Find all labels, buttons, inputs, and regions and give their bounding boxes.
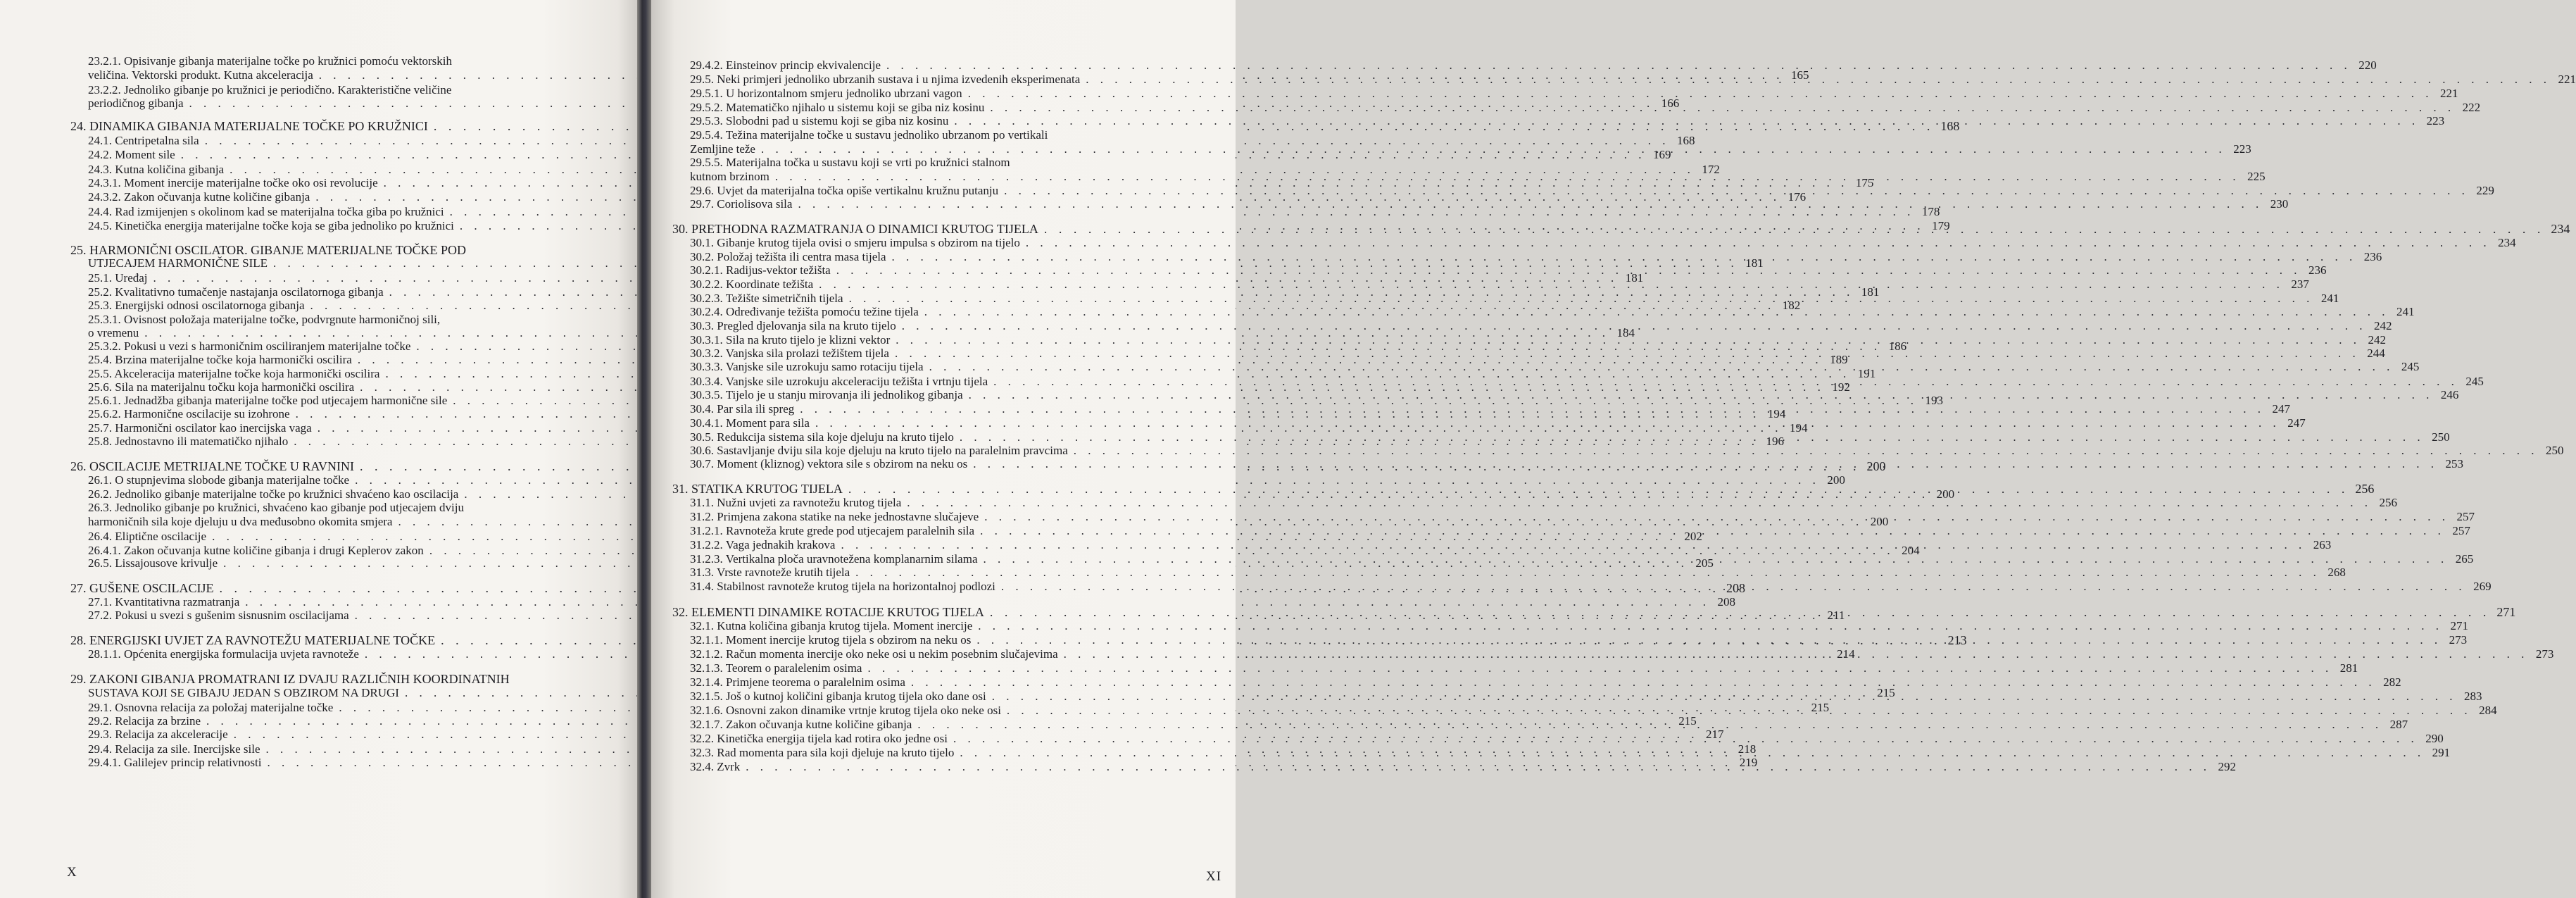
toc-entry-page: 219 — [1739, 756, 1758, 769]
dot-leader — [746, 759, 2211, 775]
toc-entry — [690, 58, 2377, 73]
toc-entry-title: 26. OSCILACIJE METRIJALNE TOČKE U RAVNINI — [70, 459, 355, 473]
toc-entry-title: 25.6. Sila na materijalnu točku koja harmonički oscilira — [88, 380, 355, 394]
toc-entry-title: 30.7. Moment (kliznog) vektora sile s obzirom na neku os — [690, 457, 968, 470]
toc-entry-page: 237 — [2291, 277, 2309, 291]
toc-entry-title: 24.1. Centripetalna sila — [88, 134, 199, 147]
toc-entry-page: 236 — [2363, 250, 2382, 263]
toc-entry-title: 30.1. Gibanje krutog tijela ovisi o smjeru impulsa s obzirom na tijelo — [690, 236, 1020, 249]
toc-entry-title: 30.2.2. Koordinate težišta — [690, 277, 814, 291]
toc-entry-page: 215 — [1877, 686, 1895, 699]
toc-entry-page: 247 — [2287, 416, 2306, 430]
toc-entry-title: 30.3.2. Vanjska sila prolazi težištem tijela — [690, 347, 889, 360]
toc-entry-page: 256 — [2355, 482, 2375, 496]
toc-entry-title: 30.6. Sastavljanje dviju sila koje djeluju na kruto tijelo na paralelnim pravcima — [690, 444, 1068, 457]
toc-entry-title: 23.2.1. Opisivanje gibanja materijalne točke po kružnici pomoću vektorskih — [88, 54, 452, 68]
toc-entry-title: 29.2. Relacija za brzine — [88, 714, 201, 728]
dot-leader — [815, 416, 2280, 431]
dot-leader — [1086, 72, 2551, 87]
toc-entry-page: 176 — [1788, 190, 1807, 204]
toc-entry-page: 281 — [2339, 661, 2358, 675]
dot-leader — [969, 387, 2434, 403]
toc-entry-page: 250 — [2432, 430, 2450, 444]
toc-entry-page: 242 — [2373, 319, 2392, 332]
toc-entry-title: 23.2.2. Jednoliko gibanje po kružnici je periodično. Karakteristične veličine — [88, 83, 452, 96]
toc-entry — [690, 155, 1239, 170]
toc-entry-title: 26.4. Eliptične oscilacije — [88, 530, 207, 543]
toc-entry-title: veličina. Vektorski produkt. Kutna akceleracija — [88, 68, 313, 82]
toc-entry-page: 282 — [2383, 675, 2401, 689]
toc-entry-page: 234 — [2551, 222, 2570, 236]
dot-leader — [1001, 579, 2466, 594]
toc-entry-page: 213 — [1947, 633, 1967, 647]
dot-leader — [984, 509, 2449, 525]
dot-leader — [990, 604, 2491, 620]
dot-leader — [978, 618, 2443, 634]
toc-entry-page: 241 — [2320, 292, 2339, 305]
toc-entry-page: 220 — [2358, 58, 2377, 72]
toc-entry-page: 271 — [2450, 619, 2469, 632]
toc-entry-page: 246 — [2440, 388, 2459, 401]
toc-entry-page: 175 — [1855, 176, 1874, 189]
toc-entry-title: UTJECAJEM HARMONIČNE SILE — [88, 256, 268, 270]
toc-entry-page: 234 — [2498, 236, 2516, 249]
dot-leader — [917, 717, 2382, 732]
toc-entry-page: 253 — [2445, 457, 2463, 470]
toc-entry-title: 30.4.1. Moment para sila — [690, 416, 810, 430]
toc-entry-title: 31.2. Primjena zakona statike na neke jednostavne slučajeve — [690, 510, 979, 523]
toc-entry-title: 26.5. Lissajousove krivulje — [88, 556, 218, 570]
toc-entry — [88, 54, 542, 69]
dot-leader — [992, 689, 2457, 704]
toc-entry-title: 25.3. Energijski odnosi oscilatornoga gibanja — [88, 299, 305, 312]
toc-entry-title: 32.1.7. Zakon očuvanja kutne količine gibanja — [690, 718, 912, 731]
toc-entry-title: 32.1.6. Osnovni zakon dinamike vrtnje krutog tijela oko neke osi — [690, 704, 1001, 717]
toc-entry-title: 32.1.5. Još o kutnoj količini gibanja krutog tijela oko dane osi — [690, 690, 986, 703]
toc-entry-page: 230 — [2270, 197, 2289, 211]
dot-leader — [973, 456, 2438, 472]
toc-entry-page: 225 — [2247, 170, 2266, 183]
dot-leader — [800, 401, 2265, 417]
toc-entry-title: 29.5.1. U horizontalnom smjeru jednoliko ubrzani vagon — [690, 87, 962, 100]
toc-entry-title: 25.6.1. Jednadžba gibanja materijalne točke pod utjecajem harmonične sile — [88, 394, 448, 407]
toc-entry-title: periodičnog gibanja — [88, 96, 184, 110]
dot-leader — [907, 495, 2372, 511]
toc-entry-title: 29.3. Relacija za akceleracije — [88, 728, 228, 741]
toc-entry-title: 31.3. Vrste ravnoteže krutih tijela — [690, 566, 850, 579]
toc-entry-page: 196 — [1766, 435, 1784, 448]
dot-leader — [1026, 235, 2491, 251]
toc-entry-page: 257 — [2452, 524, 2470, 537]
toc-entry-page: 169 — [1652, 148, 1671, 161]
toc-entry-title: 30.2.4. Određivanje težišta pomoću težine tijela — [690, 305, 919, 318]
toc-entry-page: 290 — [2425, 732, 2444, 745]
toc-entry — [690, 675, 2401, 690]
toc-entry-page: 223 — [2426, 114, 2445, 127]
dot-leader — [960, 745, 2425, 761]
toc-entry-title: 25.7. Harmonični oscilator kao inercijska vaga — [88, 421, 312, 435]
toc-entry-title: harmoničnih sila koje djeluju u dva međusobno okomita smjera — [88, 515, 393, 528]
dot-leader — [954, 113, 2419, 129]
toc-entry-title: 30.3.3. Vanjske sile uzrokuju samo rotaciju tijela — [690, 360, 924, 373]
toc-entry-title: 29.5.5. Materijalna točka u sustavu koji se vrti po kružnici stalnom — [690, 156, 1010, 169]
toc-entry-page: 204 — [1902, 544, 1920, 557]
toc-entry-page: 194 — [1767, 407, 1786, 420]
toc-entry-page: 189 — [1830, 353, 1848, 366]
toc-entry-title: 32.1.1. Moment inercije krutog tijela s obzirom na neku os — [690, 633, 972, 647]
toc-entry-title: 29.4. Relacija za sile. Inercijske sile — [88, 742, 260, 756]
toc-entry-title: 29.4.2. Einsteinov princip ekvivalencije — [690, 58, 881, 72]
toc-entry-page: 250 — [2546, 444, 2564, 457]
dot-leader — [1064, 647, 2529, 662]
toc-entry-title: 31.1. Nužni uvjeti za ravnotežu krutog tijela — [690, 496, 902, 509]
toc-entry-title: 25. HARMONIČNI OSCILATOR. GIBANJE MATERIJALNE TOČKE POD — [70, 243, 467, 257]
toc-entry-title: 30.3.4. Vanjske sile uzrokuju akceleraciju težišta i vrtnju tijela — [690, 375, 988, 388]
toc-entry-title: 24.3. Kutna količina gibanja — [88, 163, 225, 176]
toc-entry-page: 221 — [2439, 87, 2458, 100]
dot-leader — [980, 523, 2445, 539]
toc-entry-page: 215 — [1678, 714, 1697, 728]
toc-entry-title: 30.2.1. Radijus-vektor težišta — [690, 263, 831, 277]
toc-entry-title: 27.1. Kvantitativna razmatranja — [88, 595, 240, 609]
toc-entry-page: 222 — [2462, 101, 2481, 114]
dot-leader — [929, 359, 2394, 375]
toc-entry-title: 30.2.3. Težište simetričnih tijela — [690, 292, 843, 305]
dot-leader — [968, 86, 2433, 101]
page-number-left: X — [67, 865, 77, 880]
toc-entry-title: 24. DINAMIKA GIBANJA MATERIJALNE TOČKE PO KRUŽNICI — [70, 119, 428, 133]
toc-entry-page: 178 — [1921, 205, 1940, 218]
dot-leader — [902, 318, 2367, 334]
book-gutter — [637, 0, 651, 898]
toc-entry-title: 32.4. Zvrk — [690, 760, 741, 773]
toc-entry-page: 184 — [1616, 326, 1635, 339]
toc-entry — [690, 618, 2469, 634]
toc-entry-page: 273 — [2449, 633, 2468, 647]
toc-entry-page: 179 — [1932, 219, 1950, 232]
toc-entry-title: 25.1. Uređaj — [88, 271, 148, 285]
toc-entry-title: 31. STATIKA KRUTOG TIJELA — [672, 482, 843, 496]
toc-entry-page: 236 — [2308, 263, 2327, 277]
toc-entry-page: 245 — [2465, 375, 2484, 388]
toc-entry — [690, 565, 2346, 580]
toc-entry-page: 291 — [2432, 746, 2451, 759]
toc-entry-page: 287 — [2389, 718, 2408, 731]
toc-entry-page: 166 — [1661, 96, 1680, 110]
toc-entry-page: 271 — [2496, 605, 2516, 619]
toc-entry-page: 256 — [2379, 496, 2397, 509]
toc-entry-title: 25.3.1. Ovisnost položaja materijalne točke, podvrgnute harmoničnoj sili, — [88, 313, 441, 326]
toc-entry-title: 29.7. Coriolisova sila — [690, 197, 793, 211]
toc-entry-title: 29. ZAKONI GIBANJA PROMATRANI IZ DVAJU RAZLIČNIH KOORDINATNIH — [70, 672, 510, 686]
toc-entry-page: 168 — [1940, 119, 1960, 133]
toc-entry-page: 211 — [1827, 609, 1845, 622]
toc-entry-title: 32.1. Kutna količina gibanja krutog tijela. Moment inercije — [690, 619, 973, 632]
toc-entry-title: 26.3. Jednoliko gibanje po kružnici, shvaćeno kao gibanje pod utjecajem dviju — [88, 501, 464, 514]
toc-entry-title: Zemljine teže — [690, 142, 755, 156]
toc-entry-page: 181 — [1625, 271, 1644, 285]
toc-entry-title: 28.1.1. Općenita energijska formulacija uvjeta ravnoteže — [88, 647, 359, 661]
toc-entry-title: 24.3.2. Zakon očuvanja kutne količine gibanja — [88, 190, 310, 204]
toc-entry-title: 30.2. Položaj težišta ili centra masa tijela — [690, 250, 886, 263]
toc-entry-title: 30.3.5. Tijelo je u stanju mirovanja ili jednolikog gibanja — [690, 388, 963, 401]
toc-entry-page: 217 — [1705, 728, 1724, 741]
toc-entry-page: 181 — [1745, 256, 1764, 270]
toc-entry-page: 182 — [1782, 299, 1801, 312]
toc-entry-title: 31.2.3. Vertikalna ploča uravnotežena komplanarnim silama — [690, 552, 978, 566]
toc-entry-title: 30.3.1. Sila na kruto tijelo je klizni vektor — [690, 333, 891, 347]
toc-entry-page: 208 — [1726, 581, 1746, 595]
toc-entry-title: 29.5.4. Težina materijalne točke u sustavu jednoliko ubrzanom po vertikali — [690, 128, 1048, 142]
toc-entry-title: 25.8. Jednostavno ili matematičko njihalo — [88, 435, 289, 448]
toc-entry-title: 29.5.3. Slobodni pad u sistemu koji se giba niz kosinu — [690, 114, 949, 127]
toc-entry-page: 194 — [1789, 421, 1808, 435]
toc-entry-page: 202 — [1684, 530, 1702, 543]
toc-entry-title: 29.6. Uvjet da materijalna točka opiše vertikalnu kružnu putanju — [690, 184, 999, 197]
toc-entry-title: 26.2. Jednoliko gibanje materijalne točke po kružnici shvaćeno kao oscilacija — [88, 487, 459, 501]
dot-leader — [911, 675, 2376, 690]
toc-entry-page: 273 — [2535, 647, 2554, 661]
toc-entry-page: 284 — [2479, 704, 2497, 717]
toc-entry-page: 181 — [1861, 285, 1880, 299]
toc-entry-page: 172 — [1702, 163, 1720, 176]
toc-entry-title: 29.1. Osnovna relacija za položaj materijalne točke — [88, 701, 334, 714]
toc-entry-page: 186 — [1888, 339, 1907, 353]
toc-entry — [88, 500, 542, 516]
toc-entry — [690, 661, 2358, 676]
dot-leader — [1007, 703, 2472, 718]
toc-entry-page: 221 — [2558, 73, 2576, 86]
toc-entry — [690, 689, 2482, 704]
toc-entry-title: 29.5. Neki primjeri jednoliko ubrzanih sustava i u njima izvedenih eksperimenata — [690, 73, 1081, 86]
toc-entry-title: 24.2. Moment sile — [88, 148, 175, 161]
toc-entry-page: 257 — [2456, 510, 2475, 523]
dot-leader — [953, 731, 2418, 747]
toc-entry-title: 32.1.2. Račun momenta inercije oko neke osi u nekim posebnim slučajevima — [690, 647, 1058, 661]
toc-entry-title: 25.6.2. Harmonične oscilacije su izohrone — [88, 407, 290, 420]
toc-entry-title: SUSTAVA KOJI SE GIBAJU JEDAN S OBZIROM NA DRUGI — [88, 686, 399, 699]
dot-leader — [841, 537, 2306, 553]
toc-entry-page: 214 — [1837, 647, 1855, 661]
toc-entry — [690, 86, 2458, 101]
dot-leader — [836, 263, 2301, 278]
dot-leader — [798, 197, 2263, 212]
dot-leader — [848, 481, 2349, 497]
toc-entry-title: 27.2. Pokusi u svezi s gušenim sisnusnim oscilacijama — [88, 609, 349, 622]
toc-entry-title: 32.2. Kinetička energija tijela kad rotira oko jedne osi — [690, 732, 948, 745]
toc-entry-page: 263 — [2313, 538, 2332, 551]
page-number-right: XI — [1206, 869, 1222, 884]
toc-entry-title: 31.2.2. Vaga jednakih krakova — [690, 538, 836, 551]
dot-leader — [976, 632, 2442, 648]
toc-entry-page: 247 — [2272, 402, 2291, 416]
toc-entry-page: 193 — [1925, 394, 1944, 407]
dot-leader — [775, 169, 2240, 185]
toc-entry-title: 30.5. Redukcija sistema sila koje djeluju na kruto tijelo — [690, 430, 954, 444]
toc-entry-page: 200 — [1870, 515, 1889, 528]
toc-entry-page: 268 — [2327, 566, 2346, 579]
toc-entry-title: 32.1.3. Teorem o paralelenim osima — [690, 661, 862, 675]
toc-entry — [690, 235, 2516, 251]
toc-entry-title: 28. ENERGIJSKI UVJET ZA RAVNOTEŽU MATERIJALNE TOČKE — [70, 633, 436, 647]
toc-entry-page: 245 — [2401, 360, 2420, 373]
dot-leader — [819, 277, 2284, 292]
toc-entry-page: 265 — [2455, 552, 2474, 566]
toc-entry-title: kutnom brzinom — [690, 170, 769, 183]
dot-leader — [855, 565, 2320, 580]
toc-entry-page: 292 — [2218, 760, 2237, 773]
toc-entry — [690, 495, 2397, 511]
toc-entry-title: 31.2.1. Ravnoteža krute grede pod utjecajem paralelnih sila — [690, 524, 975, 537]
toc-entry — [70, 671, 542, 687]
toc-entry-page: 200 — [1827, 473, 1845, 487]
dot-leader — [924, 304, 2389, 320]
toc-entry-title: 30.4. Par sila ili spreg — [690, 402, 795, 416]
toc-entry-page: 168 — [1676, 134, 1695, 147]
toc-entry-page: 242 — [2368, 333, 2386, 347]
toc-entry-title: 24.3.1. Moment inercije materijalne točke oko osi revolucije — [88, 176, 378, 189]
toc-entry-title: 26.4.1. Zakon očuvanja kutne količine gibanja i drugi Keplerov zakon — [88, 544, 424, 557]
toc-entry-title: 27. GUŠENE OSCILACIJE — [70, 581, 214, 595]
toc-entry-page: 191 — [1857, 367, 1876, 380]
toc-entry — [690, 127, 1239, 143]
dot-leader — [886, 58, 2351, 73]
toc-entry-title: 32. ELEMENTI DINAMIKE ROTACIJE KRUTOG TIJELA — [672, 605, 984, 619]
toc-entry-page: 208 — [1717, 595, 1735, 609]
toc-entry — [88, 473, 1845, 488]
dot-leader — [1044, 221, 2545, 237]
toc-entry-title: 25.2. Kvalitativno tumačenje nastajanja oscilatornoga gibanja — [88, 285, 384, 299]
toc-entry-title: 32.1.4. Primjene teorema o paralelnim osima — [690, 675, 905, 689]
toc-entry-title: 29.4.1. Galilejev princip relativnosti — [88, 756, 262, 769]
toc-entry-page: 200 — [1866, 459, 1886, 473]
toc-entry-title: 24.4. Rad izmijenjen s okolinom kad se materijalna točka giba po kružnici — [88, 205, 444, 218]
toc-entry-page: 283 — [2463, 690, 2482, 703]
toc-entry-page: 244 — [2367, 347, 2385, 360]
toc-entry-page: 269 — [2473, 580, 2492, 593]
toc-entry-title: 30. PRETHODNA RAZMATRANJA O DINAMICI KRUTOG TIJELA — [672, 222, 1038, 236]
toc-entry-title: 25.3.2. Pokusi u vezi s harmoničnim osciliranjem materijalne točke — [88, 339, 411, 353]
toc-entry-title: o vremenu — [88, 326, 139, 339]
toc-entry-page: 241 — [2396, 305, 2415, 318]
toc-entry-title: 25.4. Brzina materijalne točke koja harmonički oscilira — [88, 353, 352, 366]
toc-entry-page: 218 — [1738, 742, 1757, 756]
toc-entry-page: 192 — [1832, 380, 1850, 394]
toc-entry-title: 25.5. Akceleracija materijalne točke koja harmonički oscilira — [88, 367, 380, 380]
toc-entry-title: 31.4. Stabilnost ravnoteže krutog tijela na horizontalnoj podlozi — [690, 580, 995, 593]
dot-leader — [867, 661, 2332, 676]
toc-entry-page: 223 — [2233, 142, 2251, 156]
toc-entry-page: 200 — [1936, 487, 1955, 501]
toc-entry-title: 32.3. Rad momenta para sila koji djeluje na kruto tijelo — [690, 746, 955, 759]
toc-entry-title: 26.1. O stupnjevima slobode gibanja materijalne točke — [88, 473, 350, 487]
toc-entry-title: 30.3. Pregled djelovanja sila na kruto tijelo — [690, 319, 896, 332]
toc-entry-page: 229 — [2476, 184, 2494, 197]
toc-entry-title: 29.5.2. Matematičko njihalo u sistemu koji se giba niz kosinu — [690, 101, 985, 114]
toc-entry-title: 24.5. Kinetička energija materijalne točke koja se giba jednoliko po kružnici — [88, 219, 454, 232]
toc-entry-page: 165 — [1791, 68, 1809, 82]
toc-entry-page: 215 — [1811, 701, 1830, 714]
toc-entry-page: 205 — [1695, 556, 1714, 570]
